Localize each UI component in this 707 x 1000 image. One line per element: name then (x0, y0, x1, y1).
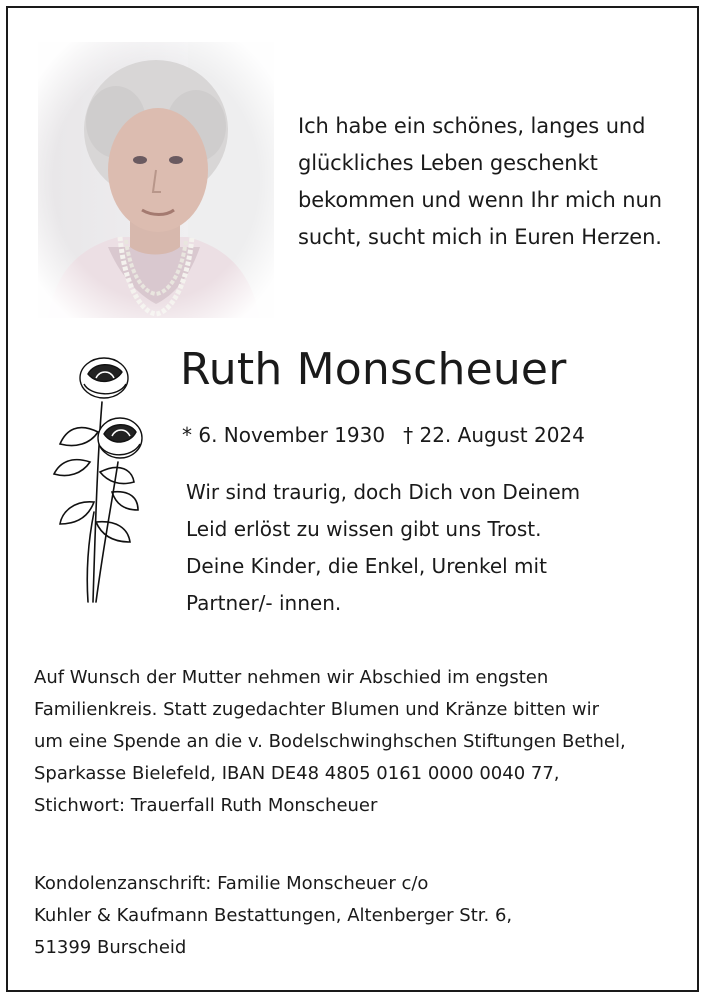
mourning-line: Deine Kinder, die Enkel, Urenkel mit (186, 554, 547, 578)
portrait-photo (38, 42, 274, 318)
donation-line: um eine Spende an die v. Bodelschwinghschen Stiftungen Bethel, (34, 731, 626, 752)
donation-line: Auf Wunsch der Mutter nehmen wir Abschied im engsten (34, 667, 549, 688)
quote-line: sucht, sucht mich in Euren Herzen. (298, 225, 662, 249)
condolence-address (34, 868, 512, 964)
address-line: Kondolenzanschrift: Familie Monscheuer c/o (34, 873, 429, 894)
quote-line: Ich habe ein schönes, langes und (298, 114, 646, 138)
donation-line: Sparkasse Bielefeld, IBAN DE48 4805 0161 0000 0040 77, (34, 763, 560, 784)
life-dates (182, 418, 585, 452)
birth-date: * 6. November 1930 (182, 423, 386, 447)
address-line: Kuhler & Kaufmann Bestattungen, Altenberger Str. 6, (34, 905, 513, 926)
rose-illustration (38, 352, 148, 610)
donation-notice (34, 662, 626, 822)
quote-line: glückliches Leben geschenkt (298, 151, 598, 175)
mourning-line: Partner/- innen. (186, 591, 342, 615)
donation-line: Familienkreis. Statt zugedachter Blumen und Kränze bitten wir (34, 699, 600, 720)
donation-line: Stichwort: Trauerfall Ruth Monscheuer (34, 795, 378, 816)
mourning-line: Leid erlöst zu wissen gibt uns Trost. (186, 517, 542, 541)
address-line: 51399 Burscheid (34, 937, 187, 958)
memorial-quote (298, 108, 688, 256)
death-date: † 22. August 2024 (403, 423, 585, 447)
mourning-line: Wir sind traurig, doch Dich von Deinem (186, 480, 581, 504)
mourning-text (186, 474, 580, 622)
quote-line: bekommen und wenn Ihr mich nun (298, 188, 662, 212)
deceased-name: Ruth Monscheuer (180, 344, 567, 395)
